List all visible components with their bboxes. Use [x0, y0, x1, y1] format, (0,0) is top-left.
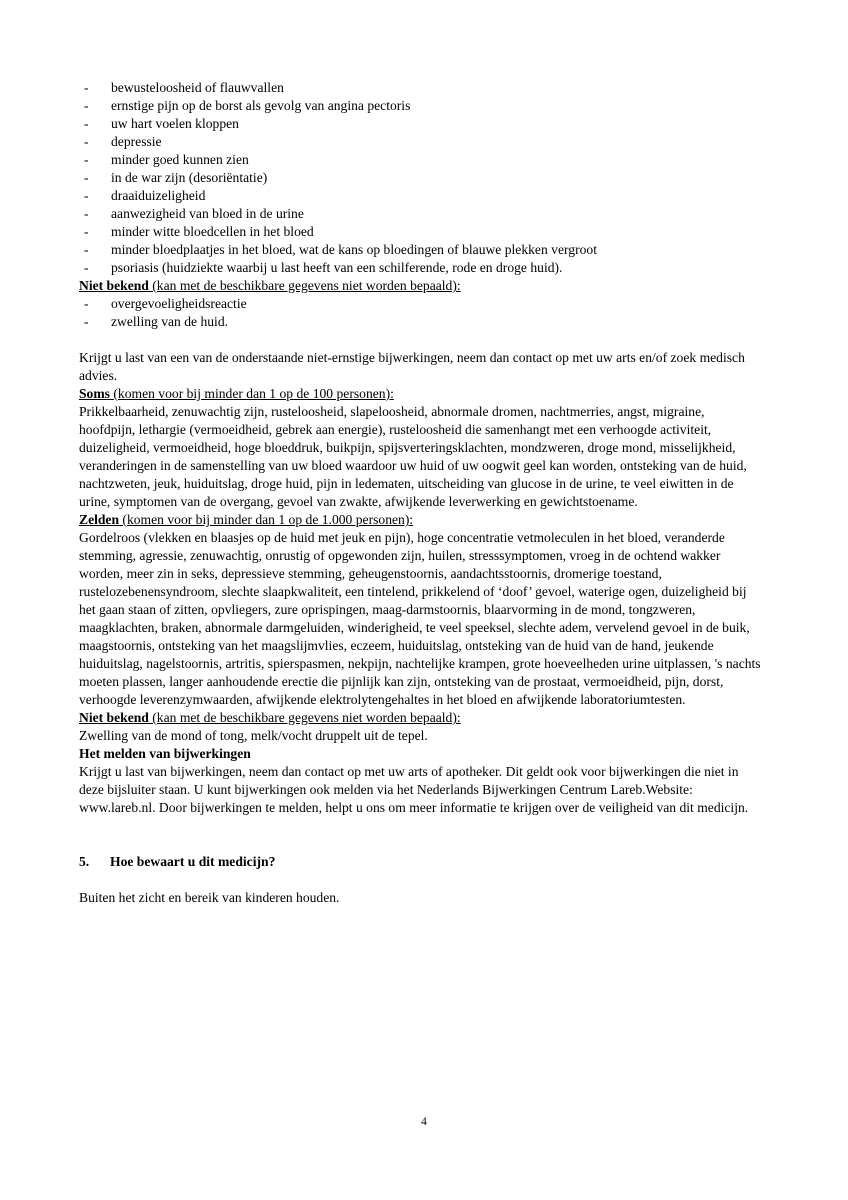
dash-marker-icon: - — [84, 224, 89, 239]
list-item-label: minder bloedplaatjes in het bloed, wat de kans op bloedingen of blauwe plekken vergroot — [111, 242, 597, 257]
dash-marker-icon: - — [84, 296, 89, 311]
soms-heading-rest: (komen voor bij minder dan 1 op de 100 personen): — [109, 386, 394, 401]
serious-effects-list — [79, 79, 761, 277]
zelden-body-paragraph: Gordelroos (vlekken en blaasjes op de huid met jeuk en pijn), hoge concentratie vetmoleculen in het bloed, veranderde stemming, agressie, zenuwachtig, onrustig of opgewonden zijn, huilen, stresssymptomen, vroeg in de ochtend wakker worden, meer zin in seks, depressieve stemming, geheugenstoornis, aandachtsstoornis, dromerige toestand, rustelozebenensyndroom, slechte slaapkwaliteit, een tintelend, prikkelend of ‘doof’ gevoel, waterige ogen, duizeligheid bij het gaan staan of zitten, opvliegers, zure oprispingen, maag-darmstoornis, blaarvorming in de mond, tongzweren, maagklachten, braken, abnormale darmgeluiden, winderigheid, te veel speeksel, slechte adem, vervelend gevoel in de buik, maagstoornis, ontsteking van het maagslijmvlies, eczeem, huiduitslag, ontsteking van de huid van de hand, jeukende huiduitslag, nagelstoornis, artritis, spierspasmen, nekpijn, nachtelijke krampen, grote hoeveelheden urine uitplassen, 's nachts moeten plassen, langer aanhoudende erectie die pijnlijk kan zijn, ontsteking van de prostaat, vermoeidheid, pijn, dorst, verhoogde leverenzymwaarden, afwijkende elektrolytengehaltes in het bloed en afwijkende laboratoriumtesten. — [79, 530, 761, 707]
list-item — [79, 259, 761, 277]
page-content — [79, 79, 761, 907]
list-item-label: ernstige pijn op de borst als gevolg van angina pectoris — [111, 98, 411, 113]
list-item — [79, 115, 761, 133]
section-5-number: 5. — [79, 854, 90, 869]
list-item — [79, 313, 761, 331]
not-known-heading-2 — [79, 709, 761, 727]
list-item-label: depressie — [111, 134, 162, 149]
reporting-heading: Het melden van bijwerkingen — [79, 746, 251, 761]
list-item-label: psoriasis (huidziekte waarbij u last heeft van een schilferende, rode en droge huid). — [111, 260, 563, 275]
section-5-title: Hoe bewaart u dit medicijn? — [110, 854, 276, 869]
dash-marker-icon: - — [84, 314, 89, 329]
list-item-label: draaiduizeligheid — [111, 188, 206, 203]
list-item-label: in de war zijn (desoriëntatie) — [111, 170, 268, 185]
not-known-heading-2-bold: Niet bekend — [79, 710, 149, 725]
not-known-heading-1-bold: Niet bekend — [79, 278, 149, 293]
list-item-label: minder witte bloedcellen in het bloed — [111, 224, 314, 239]
list-item — [79, 79, 761, 97]
dash-marker-icon: - — [84, 260, 89, 275]
soms-heading-bold: Soms — [79, 386, 110, 401]
list-item — [79, 205, 761, 223]
dash-marker-icon: - — [84, 206, 89, 221]
not-known-heading-1 — [79, 277, 761, 295]
dash-marker-icon: - — [84, 98, 89, 113]
dash-marker-icon: - — [84, 152, 89, 167]
zelden-heading-bold: Zelden — [79, 512, 120, 527]
page-number-footer: 4 — [421, 1116, 427, 1128]
list-item — [79, 187, 761, 205]
list-item-label: uw hart voelen kloppen — [111, 116, 239, 131]
non-serious-intro-paragraph: Krijgt u last van een van de onderstaande niet-ernstige bijwerkingen, neem dan contact op met uw arts en/of zoek medisch advies. — [79, 350, 745, 383]
dash-marker-icon: - — [84, 134, 89, 149]
dash-marker-icon: - — [84, 116, 89, 131]
list-item-label: overgevoeligheidsreactie — [111, 296, 247, 311]
zelden-heading — [79, 511, 761, 529]
reporting-body-paragraph: Krijgt u last van bijwerkingen, neem dan contact op met uw arts of apotheker. Dit geldt ook voor bijwerkingen die niet in deze bijsluiter staan. U kunt bijwerkingen ook melden via het Nederlands Bijwerkingen Centrum Lareb.Website: www.lareb.nl. Door bijwerkingen te melden, helpt u ons om meer informatie te krijgen over de veiligheid van dit medicijn. — [79, 764, 749, 815]
list-item-label: bewusteloosheid of flauwvallen — [111, 80, 284, 95]
dash-marker-icon: - — [84, 242, 89, 257]
list-item — [79, 169, 761, 187]
list-item-label: aanwezigheid van bloed in de urine — [111, 206, 304, 221]
zelden-heading-rest: (komen voor bij minder dan 1 op de 1.000 personen): — [119, 512, 414, 527]
section-5-heading — [79, 853, 761, 871]
list-item — [79, 133, 761, 151]
soms-heading — [79, 385, 761, 403]
list-item — [79, 241, 761, 259]
soms-body-paragraph: Prikkelbaarheid, zenuwachtig zijn, rusteloosheid, slapeloosheid, abnormale dromen, nachtmerries, angst, migraine, hoofdpijn, lethargie (vermoeidheid, gebrek aan energie), rusteloosheid die samenhangt met een verhoogde activiteit, duizeligheid, vermoeidheid, hoge bloeddruk, buikpijn, spijsverteringsklachten, mondzweren, droge mond, misselijkheid, veranderingen in de samenstelling van uw bloed waardoor uw huid of uw oogwit geel kan worden, ontsteking van de huid, nachtzweten, jeuk, huiduitslag, droge huid, pijn in ledematen, uitscheiding van glucose in de urine, te veel eiwitten in de urine, symptomen van de overgang, gevoel van zwakte, afwijkende leverwerking en gewichtstoename. — [79, 404, 747, 509]
section-5-body-paragraph: Buiten het zicht en bereik van kinderen houden. — [79, 890, 340, 905]
list-item — [79, 223, 761, 241]
not-known-heading-2-rest: (kan met de beschikbare gegevens niet worden bepaald): — [148, 710, 461, 725]
dash-marker-icon: - — [84, 80, 89, 95]
list-item-label: minder goed kunnen zien — [111, 152, 249, 167]
not-known-list-1 — [79, 295, 761, 331]
list-item — [79, 151, 761, 169]
not-known-body-2: Zwelling van de mond of tong, melk/vocht druppelt uit de tepel. — [79, 728, 428, 743]
list-item-label: zwelling van de huid. — [111, 314, 229, 329]
list-item — [79, 97, 761, 115]
dash-marker-icon: - — [84, 170, 89, 185]
not-known-heading-1-rest: (kan met de beschikbare gegevens niet worden bepaald): — [148, 278, 461, 293]
list-item — [79, 295, 761, 313]
dash-marker-icon: - — [84, 188, 89, 203]
